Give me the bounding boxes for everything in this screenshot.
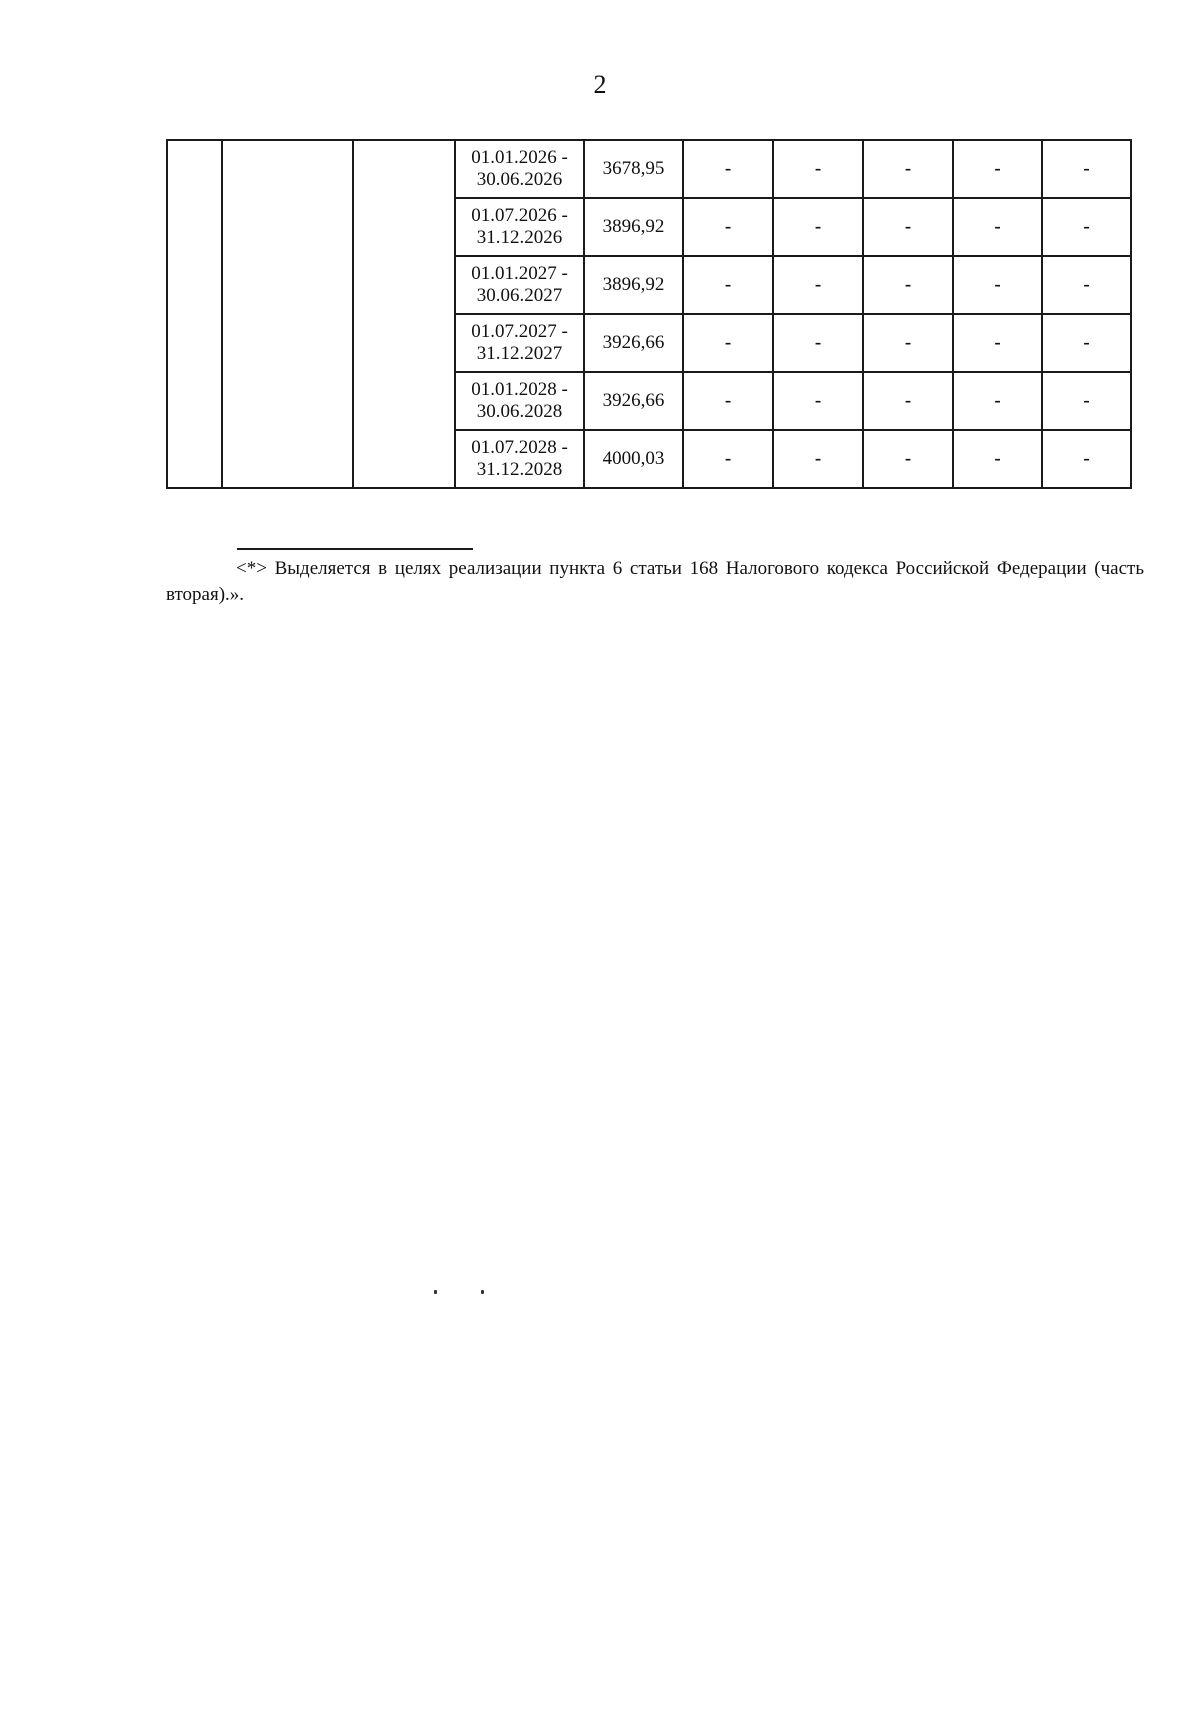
empty-value: - (1042, 256, 1131, 314)
period-start: 01.07.2027 - (471, 321, 568, 342)
empty-value: - (773, 140, 863, 198)
empty-value: - (953, 140, 1042, 198)
period-start: 01.07.2028 - (471, 437, 568, 458)
empty-value: - (863, 430, 953, 488)
empty-value: - (953, 314, 1042, 372)
empty-value: - (863, 372, 953, 430)
blank-cell-number (167, 140, 222, 488)
period-cell (455, 314, 584, 372)
period-start: 01.01.2026 - (471, 147, 568, 168)
period-end: 30.06.2028 (476, 401, 563, 422)
footnote-separator (237, 548, 473, 550)
footnote-text: <*> Выделяется в целях реализации пункта 6 статьи 168 Налогового кодекса Российской Федерации (часть вторая).». (166, 558, 1144, 605)
empty-value: - (953, 256, 1042, 314)
empty-value: - (953, 372, 1042, 430)
tariff-value: 3926,66 (584, 314, 683, 372)
tariff-value: 3896,92 (584, 198, 683, 256)
empty-value: - (683, 140, 773, 198)
empty-value: - (683, 256, 773, 314)
empty-value: - (683, 198, 773, 256)
period-cell (455, 256, 584, 314)
period-end: 30.06.2027 (476, 285, 563, 306)
tariff-value: 3896,92 (584, 256, 683, 314)
page-number: 2 (593, 70, 607, 99)
scan-speck (481, 1290, 484, 1294)
empty-value: - (683, 430, 773, 488)
empty-value: - (953, 198, 1042, 256)
period-end: 30.06.2026 (476, 169, 563, 190)
period-end: 31.12.2026 (476, 227, 563, 248)
period-start: 01.07.2026 - (471, 205, 568, 226)
empty-value: - (683, 372, 773, 430)
empty-value: - (773, 256, 863, 314)
table-row (167, 140, 1131, 198)
empty-value: - (863, 140, 953, 198)
empty-value: - (773, 314, 863, 372)
empty-value: - (863, 256, 953, 314)
period-end: 31.12.2027 (476, 343, 563, 364)
blank-cell-name (222, 140, 353, 488)
scan-speck (434, 1290, 437, 1294)
empty-value: - (773, 198, 863, 256)
tariff-value: 3678,95 (584, 140, 683, 198)
tariff-value: 3926,66 (584, 372, 683, 430)
empty-value: - (1042, 314, 1131, 372)
period-start: 01.01.2028 - (471, 379, 568, 400)
period-end: 31.12.2028 (476, 459, 563, 480)
period-cell (455, 430, 584, 488)
tariff-value: 4000,03 (584, 430, 683, 488)
blank-cell-group (353, 140, 455, 488)
empty-value: - (953, 430, 1042, 488)
period-cell (455, 198, 584, 256)
empty-value: - (1042, 140, 1131, 198)
empty-value: - (1042, 430, 1131, 488)
empty-value: - (773, 430, 863, 488)
period-cell (455, 372, 584, 430)
empty-value: - (863, 314, 953, 372)
empty-value: - (773, 372, 863, 430)
period-start: 01.01.2027 - (471, 263, 568, 284)
empty-value: - (1042, 198, 1131, 256)
period-cell (455, 140, 584, 198)
tariff-table (166, 139, 1132, 489)
empty-value: - (863, 198, 953, 256)
empty-value: - (1042, 372, 1131, 430)
empty-value: - (683, 314, 773, 372)
